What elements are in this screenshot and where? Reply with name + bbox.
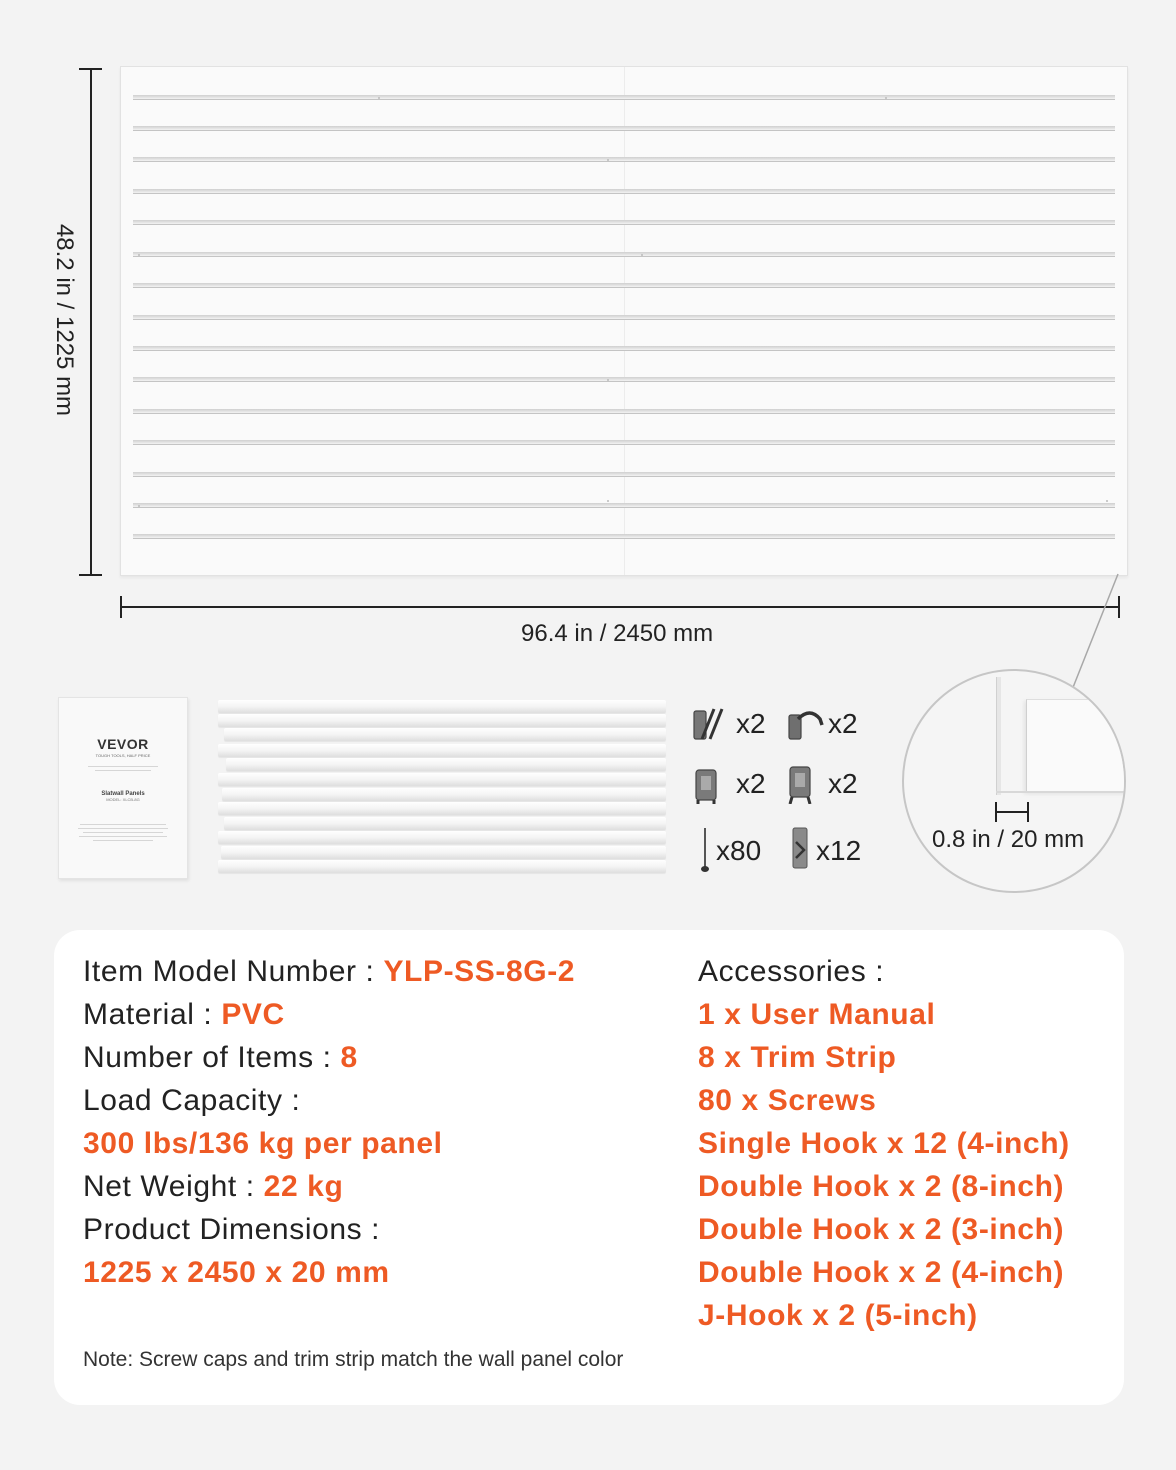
trim-strip xyxy=(221,846,666,859)
panel-slat xyxy=(133,472,1115,477)
trim-strip xyxy=(224,728,666,741)
accessory-item: Single Hook x 12 (4-inch) xyxy=(698,1127,1070,1160)
panel-slat xyxy=(133,440,1115,445)
accessory-count: x2 xyxy=(828,768,858,799)
screw-dot xyxy=(138,505,140,507)
trim-profile xyxy=(1026,699,1126,792)
accessory-item: 8 x Trim Strip xyxy=(698,1041,897,1074)
spec-dims-value: 1225 x 2450 x 20 mm xyxy=(83,1256,390,1289)
accessory-item: Double Hook x 2 (8-inch) xyxy=(698,1170,1065,1203)
thickness-dimension-cap xyxy=(1027,802,1029,822)
panel-slat xyxy=(133,503,1115,508)
spec-value: YLP-SS-8G-2 xyxy=(383,955,576,988)
single-hook-icon xyxy=(790,826,812,872)
accessory-item: J-Hook x 2 (5-inch) xyxy=(698,1299,978,1332)
accessory-count: x12 xyxy=(816,835,862,866)
width-label: 96.4 in / 2450 mm xyxy=(521,620,714,647)
screw-dot xyxy=(138,254,140,256)
trim-strip xyxy=(224,817,666,830)
trim-strip xyxy=(218,700,666,713)
j-hook-icon xyxy=(786,707,826,741)
spec-value: 22 kg xyxy=(263,1170,344,1203)
spec-value: PVC xyxy=(221,998,285,1031)
spec-model xyxy=(83,955,575,989)
screw-dot xyxy=(607,500,609,502)
spec-load-label: Load Capacity : xyxy=(83,1084,301,1117)
accessory-item: Double Hook x 2 (4-inch) xyxy=(698,1256,1065,1289)
panel-slat xyxy=(133,409,1115,414)
thickness-label: 0.8 in / 20 mm xyxy=(932,826,1085,853)
screw-dot xyxy=(641,254,643,256)
panel-slat xyxy=(133,346,1115,351)
thickness-detail-circle xyxy=(902,669,1126,893)
trim-strip xyxy=(218,714,666,727)
trim-strip xyxy=(218,744,666,757)
note-text: Note: Screw caps and trim strip match the wall panel color xyxy=(83,1348,624,1371)
double-hook-medium-icon xyxy=(786,764,814,804)
accessory-count: x2 xyxy=(828,708,858,739)
trim-strip xyxy=(218,860,666,873)
trim-strip xyxy=(218,773,666,786)
spec-label: Net Weight : xyxy=(83,1170,264,1203)
panel-slat xyxy=(133,157,1115,162)
height-dimension-line xyxy=(90,68,92,576)
manual-brand: VEVOR xyxy=(97,736,149,752)
height-dimension-cap xyxy=(79,68,102,70)
spec-dims-label: Product Dimensions : xyxy=(83,1213,381,1246)
spec-label: Number of Items : xyxy=(83,1041,341,1074)
slatwall-panel-image xyxy=(120,66,1128,576)
thickness-dimension-line xyxy=(996,811,1028,813)
trim-bottom-edge xyxy=(996,791,1126,793)
spec-load-value: 300 lbs/136 kg per panel xyxy=(83,1127,443,1160)
panel-slat xyxy=(133,126,1115,131)
panel-edge xyxy=(996,677,1001,795)
thickness-dimension-cap xyxy=(995,802,997,822)
spec-label: Material : xyxy=(83,998,222,1031)
panel-slat xyxy=(133,283,1115,288)
panel-slat xyxy=(133,252,1115,257)
height-label: 48.2 in / 1225 mm xyxy=(51,223,78,417)
spec-value: 8 xyxy=(340,1041,358,1074)
accessory-item: 80 x Screws xyxy=(698,1084,877,1117)
panel-slat xyxy=(133,534,1115,539)
double-hook-icon xyxy=(692,705,728,743)
spec-weight xyxy=(83,1170,343,1204)
panel-slat xyxy=(133,315,1115,320)
user-manual-image xyxy=(58,697,188,879)
accessory-count: x2 xyxy=(736,708,766,739)
panel-slat xyxy=(133,220,1115,225)
screw-dot xyxy=(1106,500,1108,502)
zoom-callout-line xyxy=(1060,570,1130,700)
trim-strips-image xyxy=(218,700,666,876)
width-dimension-line xyxy=(121,606,1120,608)
panel-seam xyxy=(624,67,625,575)
accessories-label: Accessories : xyxy=(698,955,885,988)
manual-tagline: TOUGH TOOLS, HALF PRICE xyxy=(95,753,151,758)
double-hook-short-icon xyxy=(692,766,720,804)
spec-label: Item Model Number : xyxy=(83,955,384,988)
trim-strip xyxy=(218,831,666,844)
screw-dot xyxy=(607,159,609,161)
screw-dot xyxy=(607,379,609,381)
panel-slat xyxy=(133,95,1115,100)
accessory-count: x80 xyxy=(716,835,762,866)
trim-strip xyxy=(226,758,666,771)
screw-dot xyxy=(885,97,887,99)
height-dimension-cap xyxy=(79,574,102,576)
panel-slat xyxy=(133,189,1115,194)
accessory-count: x2 xyxy=(736,768,766,799)
screw-icon xyxy=(698,826,712,874)
width-dimension-cap xyxy=(120,596,122,618)
trim-strip xyxy=(222,788,666,801)
spec-material xyxy=(83,998,285,1032)
trim-strip xyxy=(218,802,666,815)
screw-dot xyxy=(378,97,380,99)
spec-items xyxy=(83,1041,358,1075)
manual-title: Slatwall Panels xyxy=(101,791,145,797)
manual-model: MODEL: XLCB-8G xyxy=(106,797,140,802)
panel-slat xyxy=(133,377,1115,382)
accessory-item: Double Hook x 2 (3-inch) xyxy=(698,1213,1065,1246)
spec-card xyxy=(54,930,1124,1405)
accessory-item: 1 x User Manual xyxy=(698,998,936,1031)
